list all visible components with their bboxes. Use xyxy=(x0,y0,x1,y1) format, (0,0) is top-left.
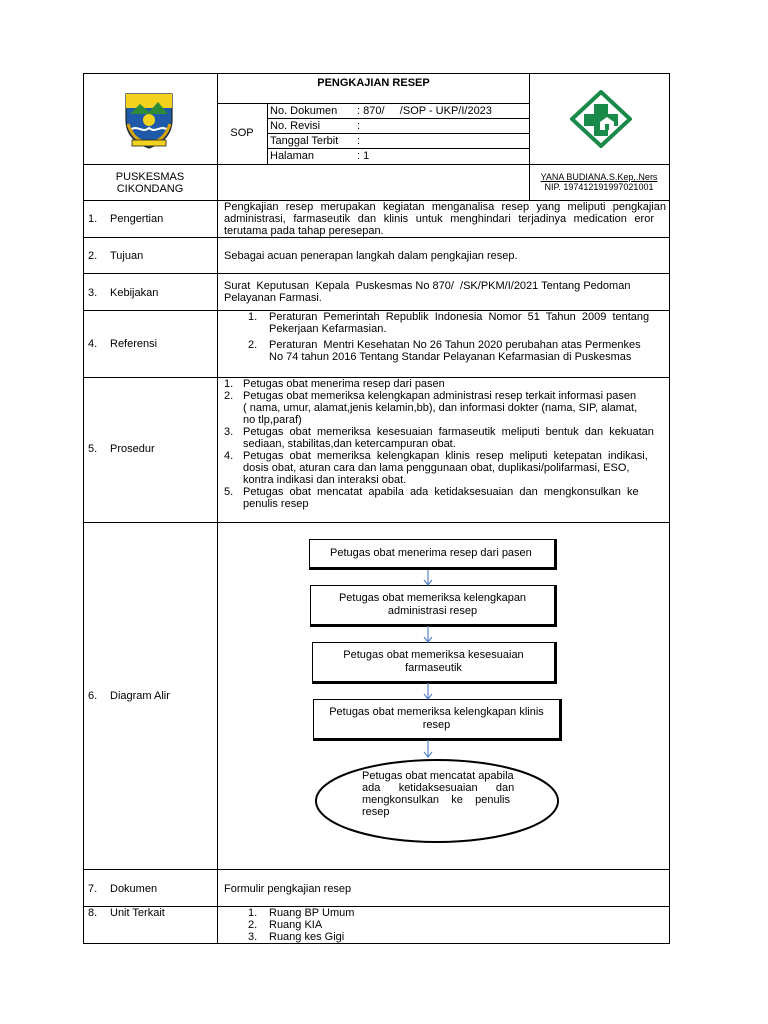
referensi-line: Peraturan Pemerintah Republik Indonesia Nomor 51 Tahun 2009 tentang xyxy=(269,311,650,323)
prosedur-line: no tlp,paraf) xyxy=(243,414,302,426)
section-label-diagram: Diagram Alir xyxy=(110,690,170,702)
unit-item: Ruang KIA xyxy=(269,919,323,931)
flow-step-3: Petugas obat memeriksa kesesuaian farmaseutik xyxy=(312,642,557,684)
section-label-dokumen: Dokumen xyxy=(110,883,158,895)
flow-final-line: resep xyxy=(362,806,390,818)
flow-step-1: Petugas obat menerima resep dari pasen xyxy=(309,539,557,570)
kebijakan-line: Surat Keputusan Kepala Puskesmas No 870/ /SK/PKM/I/2021 Tentang Pedoman xyxy=(224,280,631,292)
section-number: 6. xyxy=(88,690,98,702)
prosedur-line: ( nama, umur, alamat,jenis kelamin,bb), dan informasi dokter (nama, SIP, alamat, xyxy=(243,402,638,414)
flow-step-2: Petugas obat memeriksa kelengkapan administrasi resep xyxy=(310,585,557,627)
page-label: Halaman xyxy=(270,150,315,162)
page-value: : 1 xyxy=(357,150,370,162)
list-item-number: 2. xyxy=(248,919,258,931)
revision-value: : xyxy=(357,120,361,132)
pengertian-line: administrasi, farmaseutik dan klinis untuk menghindari terjadinya medication eror xyxy=(224,213,654,225)
issue-date-value: : xyxy=(357,135,361,147)
prosedur-line: Petugas obat memeriksa kelengkapan klinis resep meliputi ketepatan indikasi, xyxy=(243,450,648,462)
tujuan-text: Sebagai acuan penerapan langkah dalam pengkajian resep. xyxy=(224,250,518,262)
prosedur-line: Petugas obat mencatat apabila ada ketidaksesuaian dan mengkonsulkan ke xyxy=(243,486,639,498)
section-label-prosedur: Prosedur xyxy=(110,443,155,455)
prosedur-line: penulis resep xyxy=(243,498,309,510)
list-item-number: 1. xyxy=(248,311,258,323)
flow-arrows xyxy=(420,568,436,768)
prosedur-line: Petugas obat memeriksa kesesuaian farmaseutik meliputi bentuk dan kekuatan xyxy=(243,426,654,438)
flow-final-line: mengkonsulkan ke penulis xyxy=(362,794,510,806)
flow-step-4: Petugas obat memeriksa kelengkapan klinis resep xyxy=(313,699,562,741)
pengertian-line: terutama pada tahap peresepan. xyxy=(224,225,384,237)
section-label-unit: Unit Terkait xyxy=(110,907,165,919)
section-number: 5. xyxy=(88,443,98,455)
signer-nip: NIP. 197412191997021001 xyxy=(544,182,654,192)
pengertian-line: Pengkajian resep merupakan kegiatan menganalisa resep yang meliputi pengkajian xyxy=(224,201,666,213)
section-number: 2. xyxy=(88,250,98,262)
flow-final-line: Petugas obat mencatat apabila xyxy=(362,770,514,782)
section-number: 3. xyxy=(88,287,98,299)
list-item-number: 2. xyxy=(224,390,234,402)
section-label-referensi: Referensi xyxy=(110,338,158,350)
referensi-line: Pekerjaan Kefarmasian. xyxy=(269,323,387,335)
list-item-number: 3. xyxy=(248,931,258,943)
puskesmas-logo xyxy=(570,90,632,148)
doc-number-value: : 870/ /SOP - UKP/I/2023 xyxy=(357,105,492,117)
sop-label: SOP xyxy=(230,127,254,139)
list-item-number: 3. xyxy=(224,426,234,438)
section-number: 1. xyxy=(88,213,98,225)
revision-label: No. Revisi xyxy=(270,120,321,132)
doc-number-label: No. Dokumen xyxy=(270,105,338,117)
org-name-line2: CIKONDANG xyxy=(116,183,184,195)
section-number: 7. xyxy=(88,883,98,895)
unit-item: Ruang kes Gigi xyxy=(269,931,345,943)
prosedur-line: sediaan, stabilitas,dan ketercampuran obat. xyxy=(243,438,456,450)
referensi-line: No 74 tahun 2016 Tentang Standar Pelayanan Kefarmasian di Puskesmas xyxy=(269,351,632,363)
referensi-line: Peraturan Mentri Kesehatan No 26 Tahun 2020 perubahan atas Permenkes xyxy=(269,339,641,351)
kebijakan-line: Pelayanan Farmasi. xyxy=(224,292,322,304)
issue-date-label: Tanggal Terbit xyxy=(270,135,339,147)
prosedur-line: Petugas obat memeriksa kelengkapan administrasi resep terkait informasi pasen xyxy=(243,390,637,402)
unit-item: Ruang BP Umum xyxy=(269,907,355,919)
regional-logo xyxy=(120,90,178,152)
list-item-number: 4. xyxy=(224,450,234,462)
prosedur-line: dosis obat, aturan cara dan lama penggunaan obat, duplikasi/polifarmasi, ESO, xyxy=(243,462,630,474)
flow-final-line: ada ketidaksesuaian dan xyxy=(362,782,515,794)
list-item-number: 2. xyxy=(248,339,258,351)
signer-name: YANA BUDIANA.S.Kep,.Ners xyxy=(540,172,658,182)
section-number: 4. xyxy=(88,338,98,350)
org-name-line1: PUSKESMAS xyxy=(115,171,185,183)
section-label-pengertian: Pengertian xyxy=(110,213,164,225)
section-label-tujuan: Tujuan xyxy=(110,250,144,262)
list-item-number: 1. xyxy=(248,907,258,919)
dokumen-text: Formulir pengkajian resep xyxy=(224,883,352,895)
section-label-kebijakan: Kebijakan xyxy=(110,287,159,299)
document-title: PENGKAJIAN RESEP xyxy=(317,77,430,89)
prosedur-line: Petugas obat menerima resep dari pasen xyxy=(243,378,445,390)
prosedur-line: kontra indikasi dan interaksi obat. xyxy=(243,474,407,486)
section-number: 8. xyxy=(88,907,98,919)
list-item-number: 1. xyxy=(224,378,234,390)
list-item-number: 5. xyxy=(224,486,234,498)
